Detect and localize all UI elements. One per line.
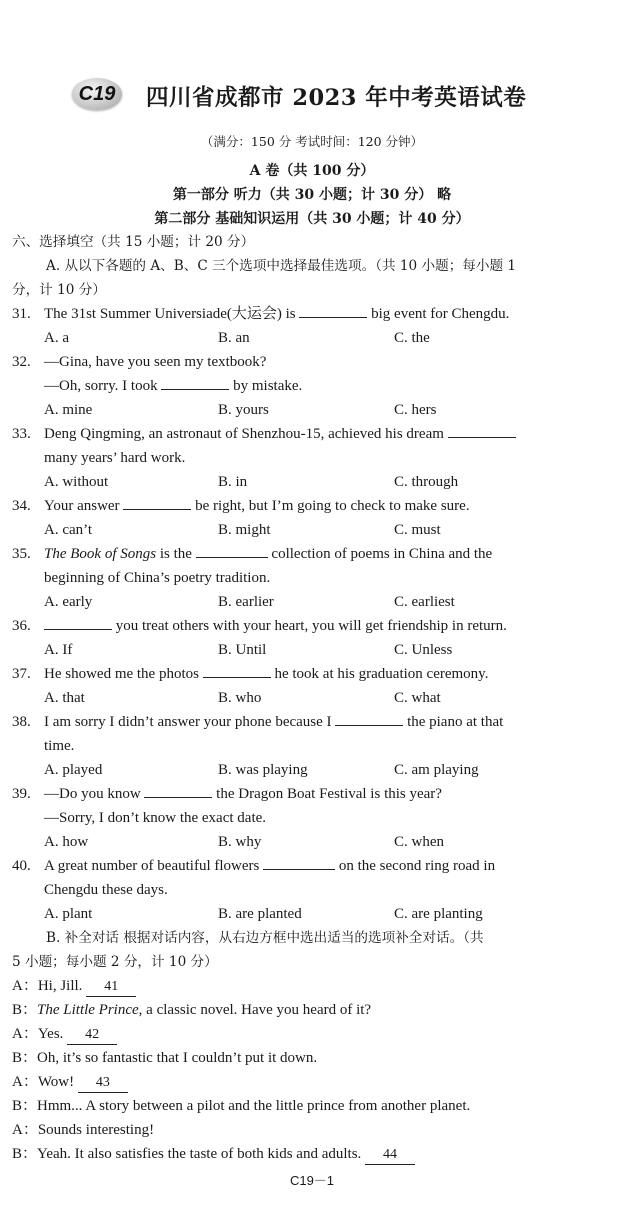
question-text: A great number of beautiful flowers on the second ring road in xyxy=(44,858,496,874)
question-number: 37. xyxy=(12,666,31,682)
option-a: A. If xyxy=(44,642,73,658)
option-a: A. plant xyxy=(44,906,93,922)
question-text: you treat others with your heart, you will get friendship in return. xyxy=(44,617,507,635)
exam-info: （满分：150 分 考试时间：120 分钟） xyxy=(200,134,424,149)
sectionA-instruction: A. 从以下各题的 A、B、C 三个选项中选择最佳选项。（共 10 小题；每小题 1 xyxy=(46,258,517,274)
option-c: C. through xyxy=(394,474,459,490)
question-text-line2: —Sorry, I don’t know the exact date. xyxy=(44,810,267,826)
dialogue-line: B：The Little Prince, a classic novel. Have you heard of it? xyxy=(12,1002,372,1018)
question-number: 36. xyxy=(12,618,31,634)
dialogue-line: B：Hmm... A story between a pilot and the little prince from another planet. xyxy=(12,1098,471,1114)
option-a: A. without xyxy=(44,474,109,490)
question-number: 34. xyxy=(12,498,31,514)
option-a: A. a xyxy=(44,330,69,346)
dialogue-line: A：Wow! 43 xyxy=(12,1073,128,1093)
answer-blank-43: 43 xyxy=(78,1074,128,1093)
option-a: A. how xyxy=(44,834,89,850)
question-text: The 31st Summer Universiade(大运会) is big event for Chengdu. xyxy=(44,306,510,322)
question-text: He showed me the photos he took at his graduation ceremony. xyxy=(44,666,489,682)
part2-heading: 第二部分 基础知识运用（共 30 小题；计 40 分） xyxy=(154,211,470,227)
dialogue-line: A：Hi, Jill. 41 xyxy=(12,977,136,997)
option-a: A. mine xyxy=(44,402,93,418)
question-number: 35. xyxy=(12,546,31,562)
option-c: C. hers xyxy=(394,402,437,418)
option-b: B. why xyxy=(218,834,262,850)
option-c: C. Unless xyxy=(394,642,453,658)
question-text-line2: many years’ hard work. xyxy=(44,450,186,466)
question-number: 33. xyxy=(12,426,31,442)
option-b: B. might xyxy=(218,522,271,538)
answer-blank-42: 42 xyxy=(67,1026,117,1045)
dialogue-line: B：Oh, it’s so fantastic that I couldn’t put it down. xyxy=(12,1050,318,1066)
option-c: C. are planting xyxy=(394,906,483,922)
sectionB-instruction: B. 补全对话 根据对话内容，从右边方框中选出适当的选项补全对话。（共 xyxy=(46,930,484,946)
option-c: C. earliest xyxy=(394,594,455,610)
page-header xyxy=(0,78,624,114)
option-c: C. must xyxy=(394,522,441,538)
question-text-line2: —Oh, sorry. I took by mistake. xyxy=(44,378,303,394)
option-a: A. that xyxy=(44,690,85,706)
answer-blank-41: 41 xyxy=(86,978,136,997)
option-c: C. the xyxy=(394,330,430,346)
option-b: B. was playing xyxy=(218,762,308,778)
part1-heading: 第一部分 听力（共 30 小题；计 30 分） 略 xyxy=(172,187,452,203)
option-b: B. are planted xyxy=(218,906,302,922)
dialogue-line: A：Yes. 42 xyxy=(12,1025,117,1045)
dialogue-line: B：Yeah. It also satisfies the taste of both kids and adults. 44 xyxy=(12,1145,415,1165)
answer-blank-44: 44 xyxy=(365,1146,415,1165)
section6-heading: 六、选择填空（共 15 小题；计 20 分） xyxy=(12,234,255,250)
option-b: B. an xyxy=(218,330,250,346)
question-text: —Gina, have you seen my textbook? xyxy=(44,354,267,370)
option-c: C. what xyxy=(394,690,441,706)
question-number: 39. xyxy=(12,786,31,802)
option-b: B. in xyxy=(218,474,248,490)
option-a: A. played xyxy=(44,762,103,778)
sectionB-instruction-cont: 5 小题；每小题 2 分，计 10 分） xyxy=(12,954,218,970)
page-title: 四川省成都市 2023 年中考英语试卷 xyxy=(146,85,527,111)
question-number: 32. xyxy=(12,354,31,370)
volume-a-heading: A 卷（共 100 分） xyxy=(249,163,375,179)
question-text-line2: Chengdu these days. xyxy=(44,882,168,898)
question-number: 40. xyxy=(12,858,31,874)
question-text: Deng Qingming, an astronaut of Shenzhou-15, achieved his dream xyxy=(44,425,516,443)
sectionA-instruction-cont: 分，计 10 分） xyxy=(12,282,106,298)
page-number: C19－1 xyxy=(289,1173,335,1188)
question-number: 31. xyxy=(12,306,31,322)
option-b: B. yours xyxy=(218,402,269,418)
option-c: C. am playing xyxy=(394,762,479,778)
option-c: C. when xyxy=(394,834,444,850)
option-b: B. earlier xyxy=(218,594,274,610)
option-a: A. early xyxy=(44,594,93,610)
option-b: B. Until xyxy=(218,642,267,658)
question-text: Your answer be right, but I’m going to check to make sure. xyxy=(44,498,470,514)
question-text: I am sorry I didn’t answer your phone because I the piano at that xyxy=(44,714,504,730)
option-b: B. who xyxy=(218,690,262,706)
option-a: A. can’t xyxy=(44,522,93,538)
question-text-line2: time. xyxy=(44,738,75,754)
question-text: —Do you know the Dragon Boat Festival is this year? xyxy=(44,786,442,802)
exam-code-badge: C19 xyxy=(72,78,122,110)
question-text: The Book of Songs is the collection of poems in China and the xyxy=(44,546,493,562)
question-text-line2: beginning of China’s poetry tradition. xyxy=(44,570,271,586)
dialogue-line: A：Sounds interesting! xyxy=(12,1122,155,1138)
question-number: 38. xyxy=(12,714,31,730)
